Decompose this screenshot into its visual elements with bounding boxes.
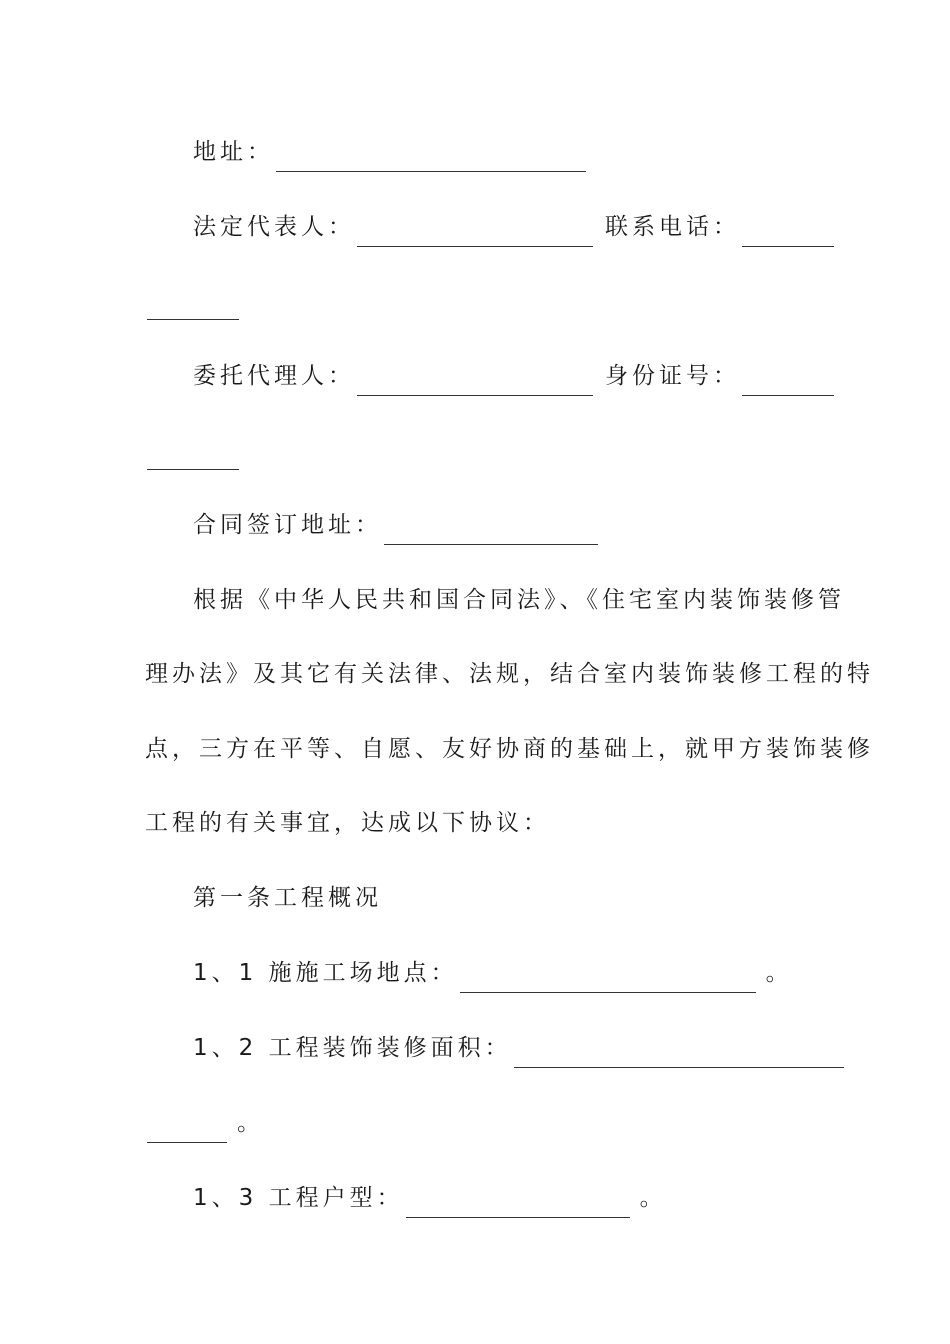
agent-blank[interactable] xyxy=(357,365,593,396)
sign-address-blank[interactable] xyxy=(384,514,598,545)
address-blank[interactable] xyxy=(276,141,586,172)
item-1-1-line xyxy=(0,953,950,993)
item-1-3-period: 。 xyxy=(639,1185,667,1211)
address-line xyxy=(0,132,950,172)
phone-blank-continued[interactable] xyxy=(147,289,239,320)
phone-label: 联系电话： xyxy=(605,214,740,240)
item-1-2-label: 1、2 工程装饰装修面积： xyxy=(193,1035,512,1061)
item-1-2-blank-continued[interactable] xyxy=(147,1112,227,1143)
legal-rep-label: 法定代表人： xyxy=(193,214,355,240)
item-1-1-label: 1、1 施施工场地点： xyxy=(193,960,458,986)
paragraph-line-4: 工程的有关事宜，达成以下协议： xyxy=(145,810,550,836)
item-1-1-blank[interactable] xyxy=(460,962,756,993)
item-1-2-period: 。 xyxy=(237,1110,264,1136)
item-1-3-line xyxy=(0,1178,950,1218)
article-title: 第一条工程概况 xyxy=(193,885,382,911)
item-1-2-line xyxy=(0,1028,950,1068)
item-1-2-continuation-line xyxy=(0,1103,950,1143)
agent-label: 委托代理人： xyxy=(193,363,355,389)
legal-rep-line xyxy=(0,207,950,247)
agent-line xyxy=(0,356,950,396)
legal-rep-blank[interactable] xyxy=(357,216,593,247)
item-1-3-blank[interactable] xyxy=(406,1187,630,1218)
id-label: 身份证号： xyxy=(605,363,740,389)
id-blank[interactable] xyxy=(742,365,834,396)
sign-address-label: 合同签订地址： xyxy=(193,512,382,538)
phone-blank[interactable] xyxy=(742,216,834,247)
id-continuation-line xyxy=(0,430,950,470)
item-1-3-label: 1、3 工程户型： xyxy=(193,1185,404,1211)
paragraph-line-2: 理办法》及其它有关法律、法规，结合室内装饰装修工程的特 xyxy=(145,661,874,687)
id-blank-continued[interactable] xyxy=(147,439,239,470)
paragraph-line-1: 根据《中华人民共和国合同法》、《住宅室内装饰装修管 xyxy=(193,587,845,613)
address-label: 地址： xyxy=(193,139,274,165)
sign-address-line xyxy=(0,505,950,545)
item-1-1-period: 。 xyxy=(765,960,793,986)
paragraph-line-3: 点，三方在平等、自愿、友好协商的基础上，就甲方装饰装修 xyxy=(145,736,874,762)
item-1-2-blank[interactable] xyxy=(514,1037,844,1068)
phone-continuation-line xyxy=(0,280,950,320)
